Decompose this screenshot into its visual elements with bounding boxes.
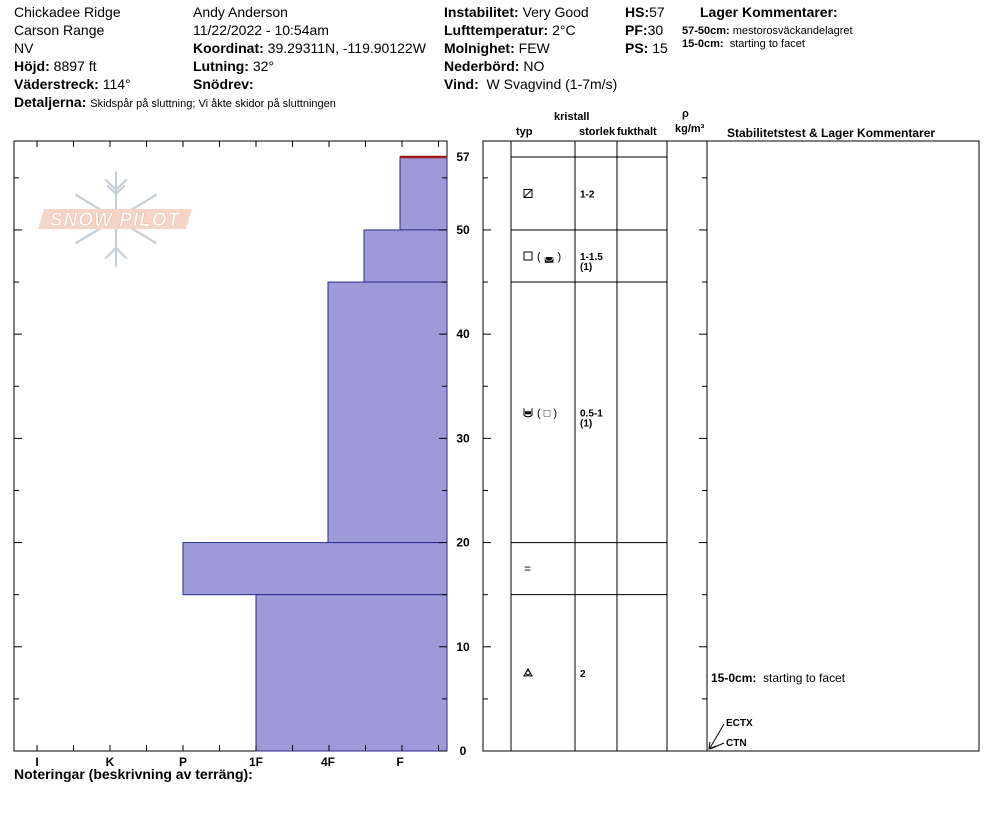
slash-icon	[524, 189, 532, 197]
y-tick-label: 40	[456, 327, 470, 342]
hardness-layer-bar	[256, 595, 447, 751]
y-tick-label: 20	[456, 535, 470, 550]
crystal-type-secondary: ( □ )	[537, 407, 558, 420]
stability-comment	[711, 672, 845, 684]
crystal-size: 1-1.5	[580, 252, 603, 263]
hs-value: 57	[649, 4, 665, 20]
mountain-range: Carson Range	[14, 22, 105, 38]
wind-label: Vind:	[444, 76, 479, 92]
crystal-size-secondary: (1)	[580, 262, 593, 273]
coord-value: 39.29311N, -119.90122W	[267, 40, 426, 56]
layer-table-rows	[524, 189, 603, 679]
size-header: storlek	[579, 126, 616, 138]
hardness-layer-bar	[183, 543, 447, 595]
sky-value: FEW	[518, 40, 550, 56]
square-icon	[524, 252, 532, 260]
watermark-banner	[38, 209, 192, 231]
layer-comment-1-range: 57-50cm:	[682, 25, 730, 37]
ps-value: 15	[652, 40, 668, 56]
slope-label: Lutning:	[193, 58, 249, 74]
x-tick-label: I	[35, 755, 39, 769]
layer-table-grid	[511, 141, 707, 751]
crystal-size-secondary: (1)	[580, 418, 593, 430]
test-ctn: CTN	[726, 738, 747, 749]
snowpilot-watermark	[38, 172, 192, 266]
stability-comment-text: starting to facet	[763, 671, 846, 685]
ps-label: PS:	[625, 40, 649, 56]
hs-label: HS:	[625, 4, 650, 20]
coord-label: Koordinat:	[193, 40, 264, 56]
rho-header: ρ	[682, 108, 689, 120]
hardness-layer-bar	[328, 282, 447, 543]
test-result-arrows	[709, 724, 724, 749]
layer-comments-title: Lager Kommentarer:	[700, 4, 838, 20]
test-ectx: ECTX	[726, 718, 753, 729]
x-tick-label: K	[105, 755, 115, 769]
crystal-size: 1-2	[580, 189, 595, 201]
crystal-size: 2	[580, 668, 586, 680]
observer: Andy Anderson	[193, 4, 288, 20]
depth-hoar-dot	[526, 671, 530, 675]
crystal-header: kristall	[554, 111, 590, 123]
pf-label: PF:	[625, 22, 648, 38]
density-unit-header: kg/m³	[675, 123, 705, 135]
notes-label: Noteringar (beskrivning av terräng):	[14, 766, 253, 782]
hardness-layer-bar	[364, 230, 447, 282]
details-label: Detaljerna:	[14, 94, 87, 110]
layer-comment-2-text: starting to facet	[729, 38, 805, 50]
airtemp-label: Lufttemperatur:	[444, 22, 549, 38]
stability-value: Very Good	[522, 4, 589, 20]
elevation-value: 8897 ft	[53, 58, 97, 74]
stability-label: Instabilitet:	[444, 4, 519, 20]
slope-value: 32°	[252, 58, 275, 74]
x-tick-label: F	[396, 755, 404, 769]
cup-fill	[525, 411, 531, 414]
layer-table-frame	[483, 141, 979, 751]
y-tick-label: 57	[456, 150, 470, 164]
hardness-layer-bar	[400, 157, 447, 230]
stability-header: Stabilitetstest & Lager Kommentarer	[727, 126, 936, 140]
aspect-value: 114°	[102, 76, 131, 92]
precip-value: NO	[523, 58, 545, 74]
precip-label: Nederbörd:	[444, 58, 520, 74]
x-tick-label: 1F	[248, 755, 264, 769]
type-header: typ	[516, 126, 533, 138]
wind-value: W Svagvind (1-7m/s)	[486, 76, 618, 92]
layer-comment-2-range: 15-0cm:	[682, 38, 724, 50]
y-tick-label: 0	[459, 744, 467, 758]
elevation-label: Höjd:	[14, 58, 50, 74]
stability-comment-range: 15-0cm:	[711, 671, 757, 685]
aspect-label: Väderstreck:	[14, 76, 99, 92]
y-tick-label: 50	[456, 222, 470, 237]
date-time: 11/22/2022 - 10:54am	[193, 22, 329, 38]
airtemp-value: 2°C	[552, 22, 576, 38]
watermark-text: SNOW PILOT	[49, 210, 181, 231]
state: NV	[14, 40, 34, 56]
crystal-type-secondary: ( ◛ )	[537, 251, 562, 263]
y-tick-label: 10	[456, 639, 470, 654]
moisture-header: fukthalt	[617, 126, 657, 138]
location-name: Chickadee Ridge	[14, 4, 121, 20]
layer-comment-1-text: mestorosväckandelagret	[732, 25, 853, 37]
sky-label: Molnighet:	[444, 40, 515, 56]
x-tick-label: P	[178, 755, 188, 769]
details-value: Skidspår på sluttning; Vi åkte skidor på sluttningen	[90, 98, 336, 110]
hardness-layers	[183, 157, 447, 751]
equals-icon: =	[524, 561, 532, 576]
pf-value: 30	[647, 22, 664, 38]
y-tick-label: 30	[456, 431, 470, 446]
x-tick-label: 4F	[320, 755, 336, 769]
crystal-size: 0.5-1	[580, 408, 603, 420]
drift-label: Snödrev:	[193, 76, 254, 92]
